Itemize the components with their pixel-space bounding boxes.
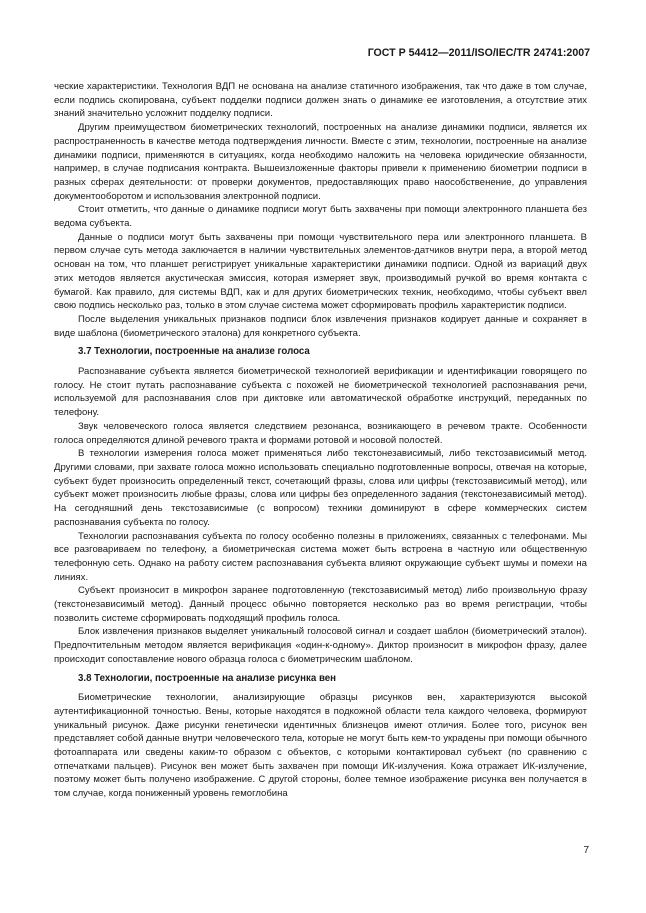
section-heading-3-8: 3.8 Технологии, построенные на анализе рисунка вен (78, 672, 337, 684)
paragraph: После выделения уникальных признаков подписи блок извлечения признаков кодирует данные и сохраняет в виде шаблона (биометрического эталона) для конкретного субъекта. (54, 313, 587, 339)
paragraph: Другим преимуществом биометрических технологий, построенных на анализе динамики подписи, является их распространенность в качестве метода подтверждения личности. Вместе с этим, технологии, построенные на анализе динамики подписи, применяются в ситуациях, когда необходимо наложить на человека юридические обязанности, например, в случае подписания контракта. Вышеизложенные факторы привели к применению биометрии подписи в разных сферах деятельности: от проверки документов, предоставляющих право наособственение, до управления документооборотом и использования электронной подписи. (54, 122, 587, 202)
paragraph: Распознавание субъекта является биометрической технологией верификации и идентификации говорящего по голосу. Не стоит путать распознавание субъекта с похожей не биометрической технологией распознавания речи, используемой для распознавания слов при диктовке или автоматической обработке инструкций, переданных по телефону. (54, 366, 587, 419)
paragraph: Субъект произносит в микрофон заранее подготовленную (текстозависимый метод) либо произвольную фразу (текстонезависимый метод). Данный процесс обычно повторяется несколько раз во время регистрации, чтобы позволить системе сформировать подходящий профиль голоса. (54, 585, 587, 624)
paragraph: Данные о подписи могут быть захвачены при помощи чувствительного пера или электронного планшета. В первом случае суть метода заключается в наличии чувствительных элементов-датчиков внутри пера, а второй метод основан на том, что планшет регистрирует уникальные характеристики динамики подписи. Одной из вариаций двух этих методов является акустическая эмиссия, которая измеряет звук, производимый ручкой во время контакта с бумагой. Как правило, для системы ВДП, как и для других биометрических техник, необходимо, чтобы субъект ввел свою подпись несколько раз, только в этом случае система может сформировать профиль характеристик подписи. (54, 231, 587, 312)
paragraph: Технологии распознавания субъекта по голосу особенно полезны в приложениях, связанных с телефонами. Мы все разговариваем по телефону, а биометрическая система может быть встроена в частную или общественную телефонную сеть. Однако на работу систем распознавания субъекта влияют окружающие субъект шумы и помехи на линиях. (54, 530, 587, 583)
paragraph: Звук человеческого голоса является следствием резонанса, возникающего в речевом тракте. Особенности голоса определяются длиной речевого тракта и формами ротовой и носовой полостей. (54, 420, 587, 446)
section-heading-3-7: 3.7 Технологии, построенные на анализе голоса (78, 346, 310, 358)
paragraph: ческие характеристики. Технология ВДП не основана на анализе статичного изображения, так что даже в том случае, если подпись скопирована, субъект подделки подписи должен знать о динамике ее изготовления, а отсутствие этих знаний значительно усложнит подделку подписи. (54, 81, 587, 120)
page-number: 7 (583, 845, 589, 856)
standard-header: ГОСТ Р 54412—2011/ISO/IEC/TR 24741:2007 (367, 47, 590, 59)
document-body (54, 80, 587, 801)
paragraph: Стоит отметить, что данные о динамике подписи могут быть захвачены при помощи электронного планшета без ведома субъекта. (54, 204, 587, 230)
paragraph: Блок извлечения признаков выделяет уникальный голосовой сигнал и создает шаблон (биометрический эталон). Предпочтительным методом является верификация «один-к-одному». Диктор произносит в микрофон фразу, далее происходит сопоставление нового образца голоса с биометрическим шаблоном. (54, 626, 587, 665)
paragraph: В технологии измерения голоса может применяться либо текстонезависимый, либо текстозависимый метод. Другими словами, при захвате голоса можно использовать специально подготовленные вопросы, отвечая на которые, субъект будет произносить определенный текст, сочетающий фразы, слова или цифры (текстозависимый метод), или субъект может произносить любые фразы, слова или цифры без определенного задания (текстонезависимый метод). На сегодняшний день текстозависимые (с вопросом) техники доминируют в сфере коммерческих систем распознавания субъекта по голосу. (54, 448, 587, 528)
paragraph: Биометрические технологии, анализирующие образцы рисунков вен, характеризуются высокой аутентификационной точностью. Вены, которые находятся в подкожной области тела каждого человека, формируют уникальный рисунок. Даже рисунки генетически идентичных близнецов имеют отличия. Более того, рисунок вен представляет собой данные внутри человеческого тела, которые не могут быть кем-то украдены при помощи обычного фотоаппарата или сведены каким-то образом с объектов, с которыми контактировал субъект (по сравнению с отпечатками пальцев). Рисунок вен может быть захвачен при помощи ИК-излучения. Кожа отражает ИК-излучение, поэтому может быть получено изображение. С другой стороны, более темное изображение рисунка вен получается в том случае, когда пониженный уровень гемоглобина (54, 692, 587, 800)
